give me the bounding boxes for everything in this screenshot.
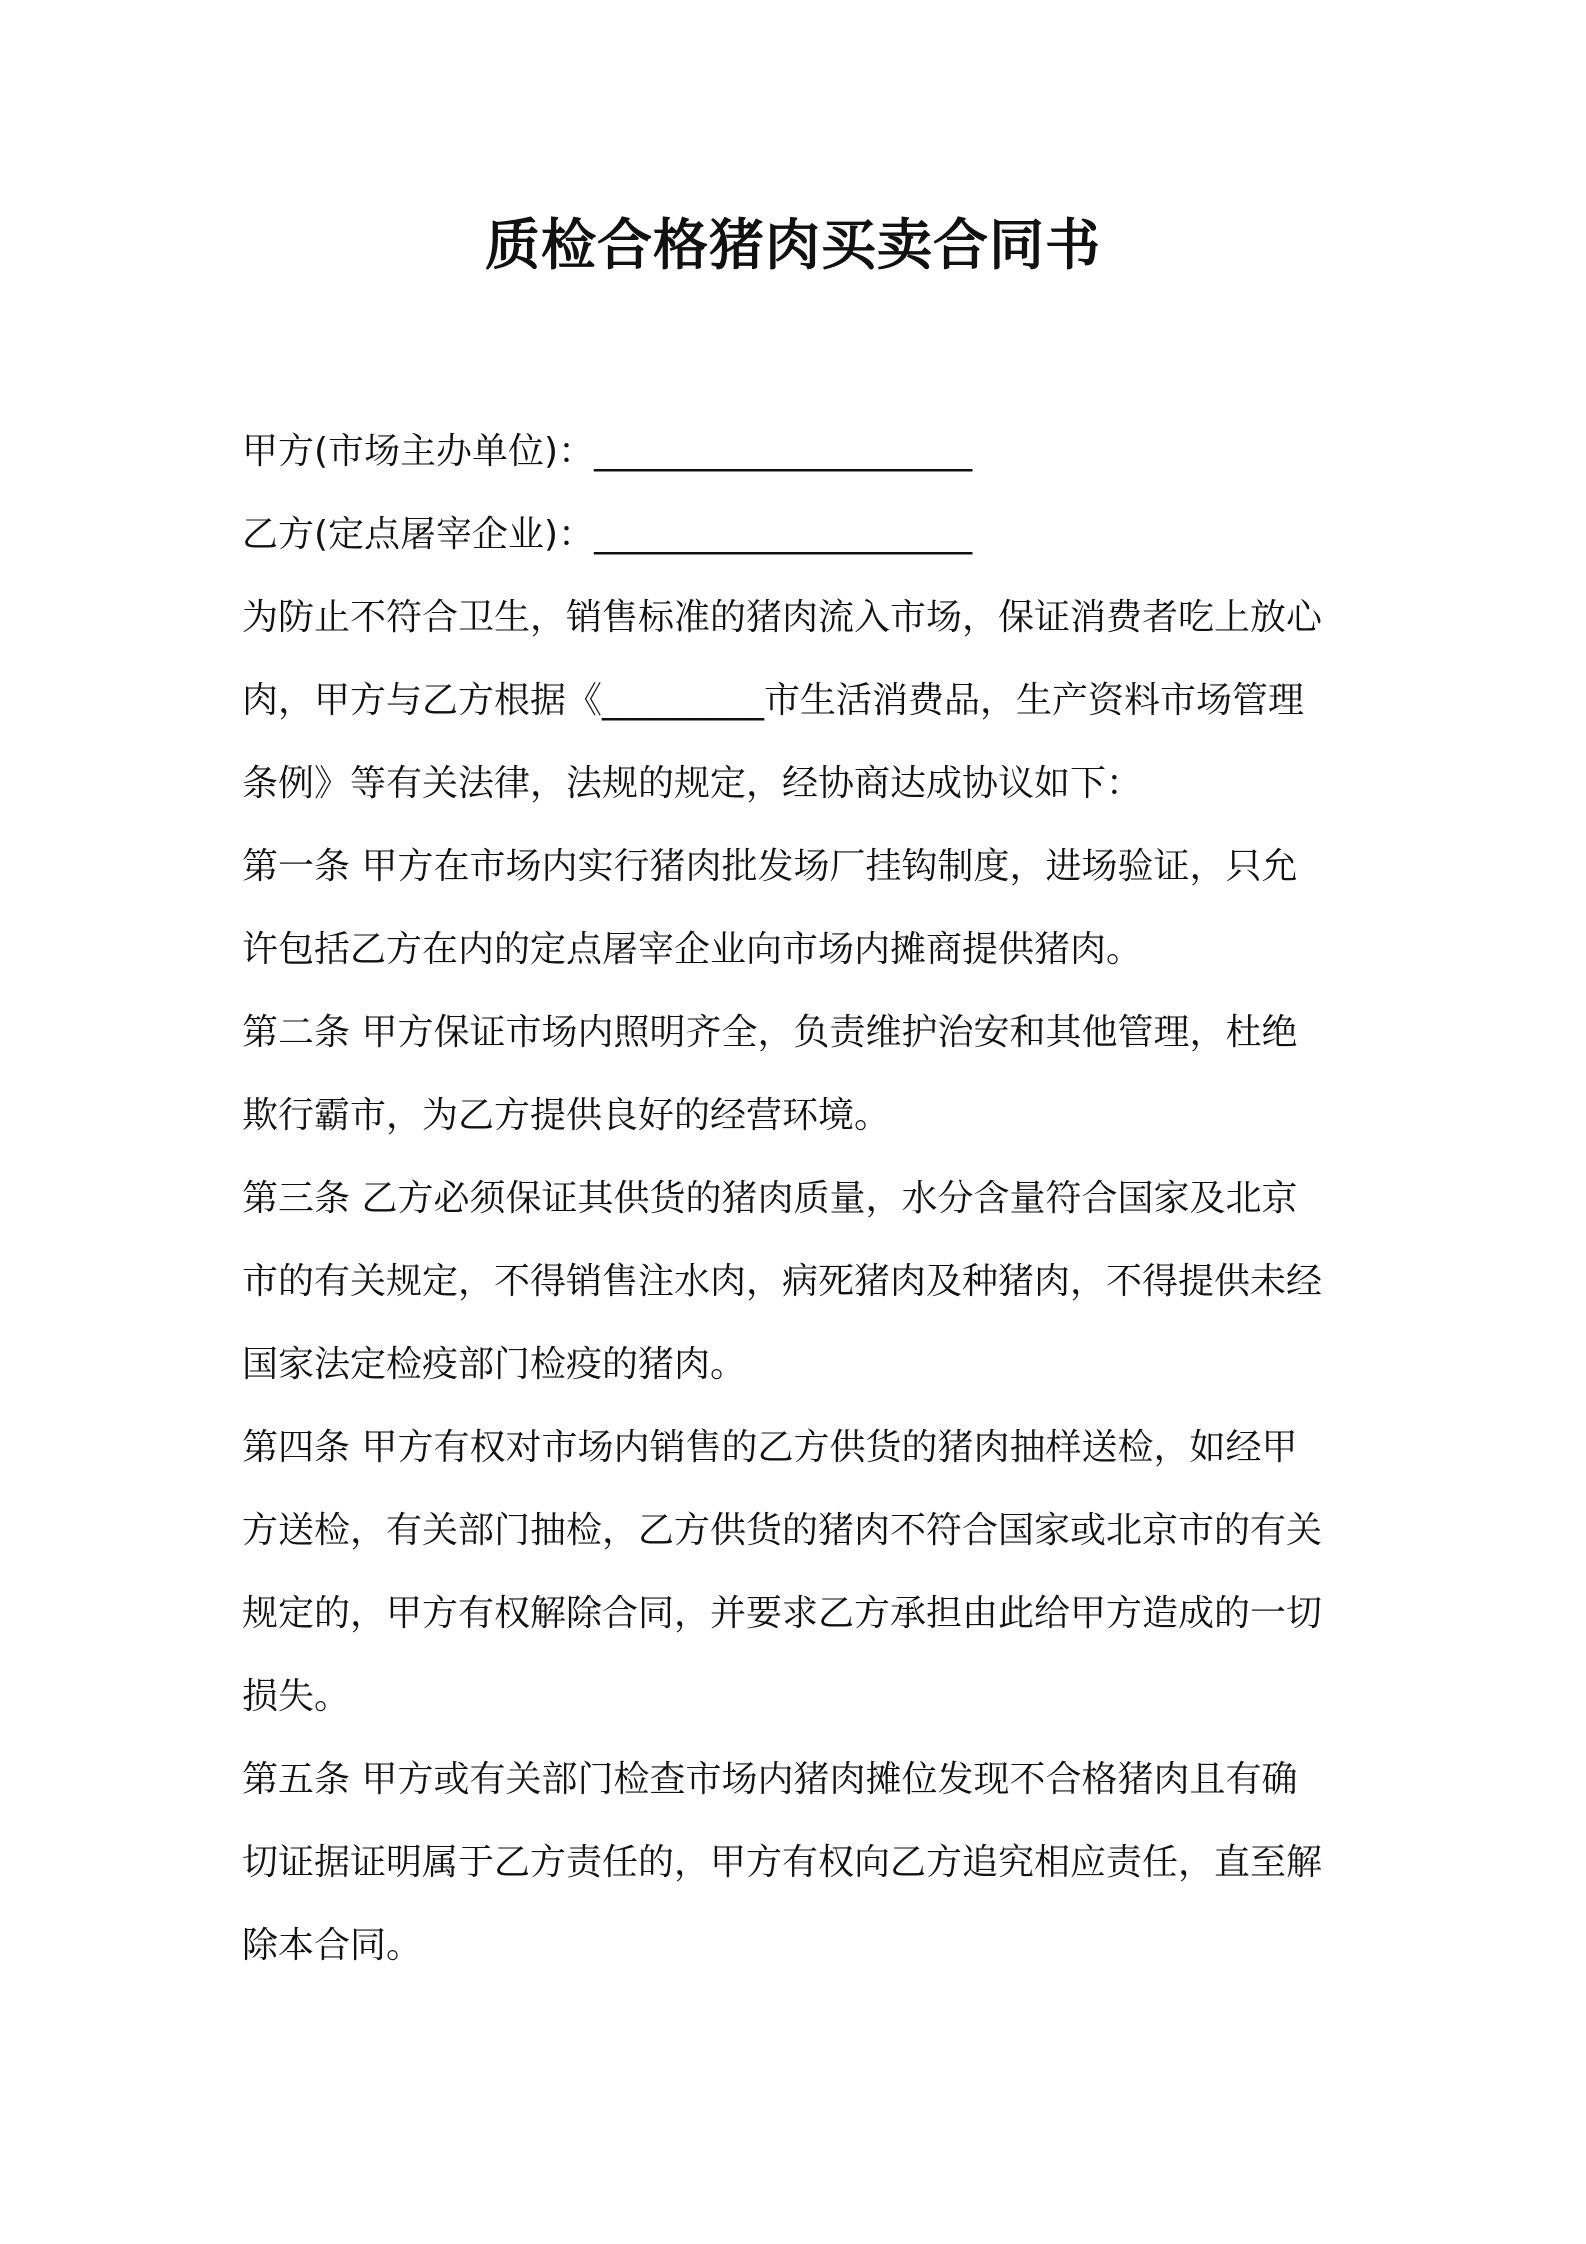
- document-title: 质检合格猪肉买卖合同书: [484, 213, 1101, 277]
- party-a-line: 甲方(市场主办单位)：_____________________: [242, 431, 973, 472]
- article-4-line-4: 损失。: [242, 1676, 351, 1717]
- article-3-line-3: 国家法定检疫部门检疫的猪肉。: [242, 1344, 747, 1385]
- preamble-line-2: 肉，甲方与乙方根据《_________市生活消费品，生产资料市场管理: [242, 680, 1305, 721]
- article-4-line-3: 规定的，甲方有权解除合同，并要求乙方承担由此给甲方造成的一切: [242, 1593, 1323, 1634]
- article-5-line-3: 除本合同。: [242, 1925, 423, 1966]
- article-2-line-2: 欺行霸市，为乙方提供良好的经营环境。: [242, 1095, 891, 1136]
- article-2-line-1: 第二条 甲方保证市场内照明齐全，负责维护治安和其他管理，杜绝: [242, 1012, 1298, 1053]
- party-b-line: 乙方(定点屠宰企业)：_____________________: [242, 514, 973, 555]
- article-5-line-1: 第五条 甲方或有关部门检查市场内猪肉摊位发现不合格猪肉且有确: [242, 1759, 1298, 1800]
- article-5-line-2: 切证据证明属于乙方责任的，甲方有权向乙方追究相应责任，直至解: [242, 1842, 1323, 1883]
- article-4-line-2: 方送检，有关部门抽检，乙方供货的猪肉不符合国家或北京市的有关: [242, 1510, 1323, 1551]
- article-3-line-1: 第三条 乙方必须保证其供货的猪肉质量，水分含量符合国家及北京: [242, 1178, 1298, 1219]
- article-4-line-1: 第四条 甲方有权对市场内销售的乙方供货的猪肉抽样送检，如经甲: [242, 1427, 1298, 1468]
- preamble-line-1: 为防止不符合卫生，销售标准的猪肉流入市场，保证消费者吃上放心: [242, 597, 1323, 638]
- article-1-line-1: 第一条 甲方在市场内实行猪肉批发场厂挂钩制度，进场验证，只允: [242, 846, 1298, 887]
- article-1-line-2: 许包括乙方在内的定点屠宰企业向市场内摊商提供猪肉。: [242, 929, 1143, 970]
- preamble-line-3: 条例》等有关法律，法规的规定，经协商达成协议如下：: [242, 763, 1143, 804]
- document-body: [242, 410, 1362, 1987]
- article-3-line-2: 市的有关规定，不得销售注水肉，病死猪肉及种猪肉，不得提供未经: [242, 1261, 1323, 1302]
